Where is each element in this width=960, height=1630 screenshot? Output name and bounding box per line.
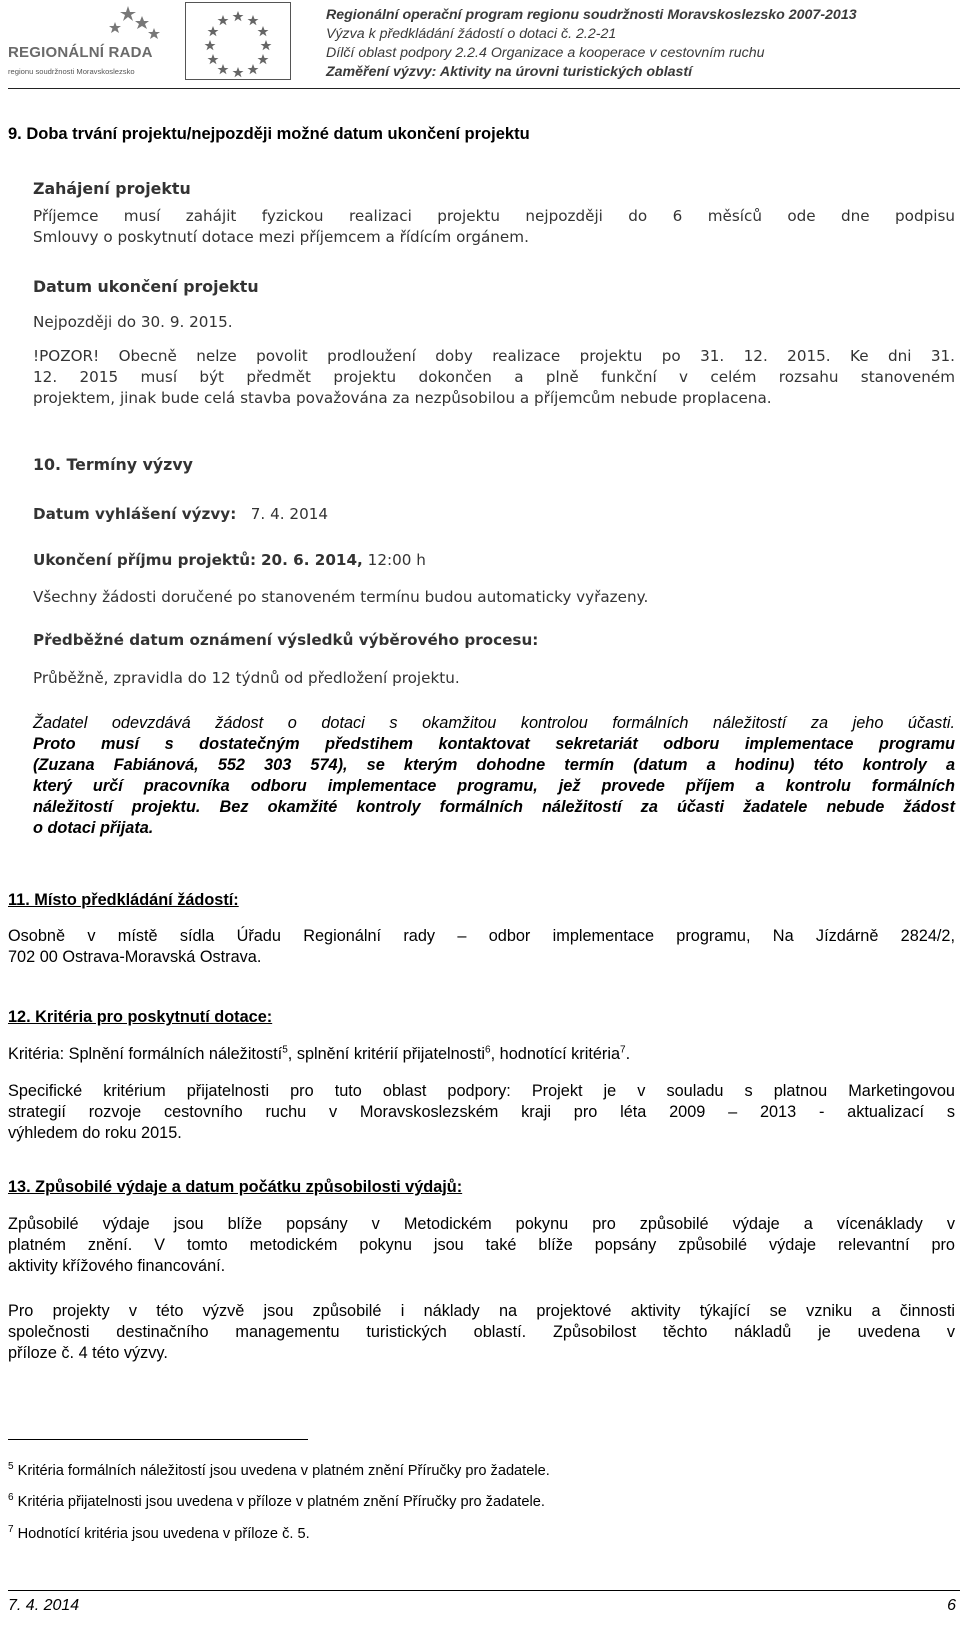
text-line: platném znění. V tomto metodickém pokynu jsou také blíže popsány způsobilé výdaje relevantní pro — [8, 1236, 955, 1254]
section-13-heading: 13. Způsobilé výdaje a datum počátku způsobilosti výdajů: — [8, 1178, 463, 1196]
text-line: 702 00 Ostrava-Moravská Ostrava. — [8, 948, 262, 966]
header-line-call: Výzva k předkládání žádostí o dotaci č. 2.2-21 — [326, 26, 617, 42]
header-text — [326, 6, 956, 82]
announce-row — [33, 504, 328, 525]
warning-paragraph — [33, 346, 955, 409]
footnote-text: Kritéria přijatelnosti jsou uvedena v příloze v platném znění Příručky pro žadatele. — [17, 1494, 545, 1510]
footnote-text: Kritéria formálních náležitostí jsou uvedena v platném znění Příručky pro žadatele. — [17, 1463, 550, 1479]
footnote-ref-5: 5 — [282, 1044, 288, 1056]
footer-divider — [8, 1590, 960, 1591]
footnote-number: 7 — [8, 1524, 14, 1536]
end-heading: Datum ukončení projektu — [33, 277, 259, 296]
text-line: Pro projekty v této výzvě jsou způsobilé i náklady na projektové aktivity týkající se vzniku a činnosti — [8, 1302, 955, 1320]
place-paragraph — [8, 926, 955, 968]
text-line: o dotaci přijata. — [33, 819, 154, 837]
text-line: výhledem do roku 2015. — [8, 1124, 182, 1142]
text-line: 12. 2015 musí být předmět projektu dokončen a plně funkční v celém rozsahu stanoveném — [33, 368, 955, 386]
text-line: Osobně v místě sídla Úřadu Regionální rady – odbor implementace programu, Na Jízdárně 2824/2, — [8, 927, 955, 945]
late-note: Všechny žádosti doručené po stanoveném termínu budou automaticky vyřazeny. — [33, 588, 649, 606]
text-line: Smlouvy o poskytnutí dotace mezi příjemcem a řídícím orgánem. — [33, 228, 529, 246]
footer-date: 7. 4. 2014 — [8, 1597, 80, 1614]
close-label: Ukončení příjmu projektů: — [33, 551, 257, 569]
header-line-program: Regionální operační program regionu soudržnosti Moravskoslezsko 2007-2013 — [326, 7, 857, 23]
start-paragraph — [33, 206, 955, 248]
text-line: strategií rozvoje cestovního ruchu v Moravskoslezském kraji pro léta 2009 – 2013 - aktualizací s — [8, 1103, 955, 1121]
italic-paragraph — [33, 713, 955, 839]
logo-title: REGIONÁLNÍ RADA — [8, 44, 153, 61]
footnote-ref-6: 6 — [485, 1044, 491, 1056]
regional-council-logo — [8, 4, 166, 80]
text-line: !POZOR! Obecně nelze povolit prodloužení doby realizace projektu po 31. 12. 2015. Ke dni 31. — [33, 347, 955, 365]
end-date-text: Nejpozději do 30. 9. 2015. — [33, 313, 233, 331]
text-line: aktivity křížového financování. — [8, 1257, 226, 1275]
footnote-7 — [8, 1525, 310, 1543]
text-line: Specifické kritérium přijatelnosti pro tuto oblast podpory: Projekt je v souladu s platnou Marketingovou — [8, 1082, 955, 1100]
logo-subtitle: regionu soudržnosti Moravskoslezsko — [8, 67, 135, 76]
text-line: společnosti destinačního managementu turistických oblastí. Způsobilost těchto nákladů je uvedena v — [8, 1323, 955, 1341]
close-time: 12:00 h — [367, 551, 426, 569]
text-line: Způsobilé výdaje jsou blíže popsány v Metodickém pokynu pro způsobilé výdaje a vícenáklady v — [8, 1215, 955, 1233]
footnote-ref-7: 7 — [620, 1044, 626, 1056]
eu-flag-icon — [185, 2, 291, 80]
text-line: příloze č. 4 této výzvy. — [8, 1344, 168, 1362]
header-line-focus: Zaměření výzvy: Aktivity na úrovni turistických oblastí — [326, 64, 693, 80]
specific-criterion-paragraph — [8, 1081, 955, 1144]
section-12-heading: 12. Kritéria pro poskytnutí dotace: — [8, 1008, 273, 1026]
announce-label: Datum vyhlášení výzvy: — [33, 505, 237, 523]
text-line: Příjemce musí zahájit fyzickou realizaci projektu nejpozději do 6 měsíců ode dne podpisu — [33, 207, 955, 225]
criteria-text: , splnění kritérií přijatelnosti — [287, 1045, 486, 1063]
results-label: Předběžné datum oznámení výsledků výběrového procesu: — [33, 631, 539, 649]
start-heading: Zahájení projektu — [33, 179, 191, 198]
announce-value: 7. 4. 2014 — [250, 505, 329, 523]
footnote-text: Hodnotící kritéria jsou uvedena v příloze č. 5. — [17, 1526, 310, 1542]
close-row — [33, 550, 426, 571]
eligible-costs-paragraph-2 — [8, 1301, 955, 1364]
text-line: projektem, jinak bude celá stavba považována za nezpůsobilou a příjemcům nebude proplacena. — [33, 389, 772, 407]
close-date: 20. 6. 2014, — [260, 551, 363, 569]
header-line-area: Dílčí oblast podpory 2.2.4 Organizace a kooperace v cestovním ruchu — [326, 45, 765, 61]
text-line: který určí pracovníka odboru implementace programu, jež provede příjem a kontrolu formálních — [33, 777, 955, 795]
logo-stars-icon — [8, 4, 166, 46]
section-10-heading: 10. Termíny výzvy — [33, 455, 193, 474]
text-line: náležitostí projektu. Bez okamžité kontroly formálních náležitostí za účasti žadatele nebude žádost — [33, 798, 955, 816]
results-text: Průběžně, zpravidla do 12 týdnů od předložení projektu. — [33, 669, 460, 687]
criteria-line — [8, 1044, 630, 1065]
criteria-text: , hodnotící kritéria — [490, 1045, 621, 1063]
section-11-heading: 11. Místo předkládání žádostí: — [8, 891, 239, 909]
page-number: 6 — [947, 1597, 956, 1614]
footnote-6 — [8, 1493, 545, 1511]
criteria-text: . — [625, 1045, 631, 1063]
footnote-number: 6 — [8, 1492, 14, 1504]
text-line: Žadatel odevzdává žádost o dotaci s okamžitou kontrolou formálních náležitostí za jeho účasti. — [33, 714, 955, 732]
footnote-5 — [8, 1462, 550, 1480]
footnote-divider — [8, 1439, 308, 1440]
header-divider — [8, 88, 960, 89]
section-9-heading: 9. Doba trvání projektu/nejpozději možné datum ukončení projektu — [8, 125, 530, 143]
text-line: (Zuzana Fabiánová, 552 303 574), se kterým dohodne termín (datum a hodinu) této kontroly a — [33, 756, 955, 774]
eligible-costs-paragraph-1 — [8, 1214, 955, 1277]
criteria-text: Kritéria: Splnění formálních náležitostí — [8, 1045, 283, 1063]
footnote-number: 5 — [8, 1461, 14, 1473]
text-line: Proto musí s dostatečným předstihem kontaktovat sekretariát odboru implementace programu — [33, 735, 955, 753]
